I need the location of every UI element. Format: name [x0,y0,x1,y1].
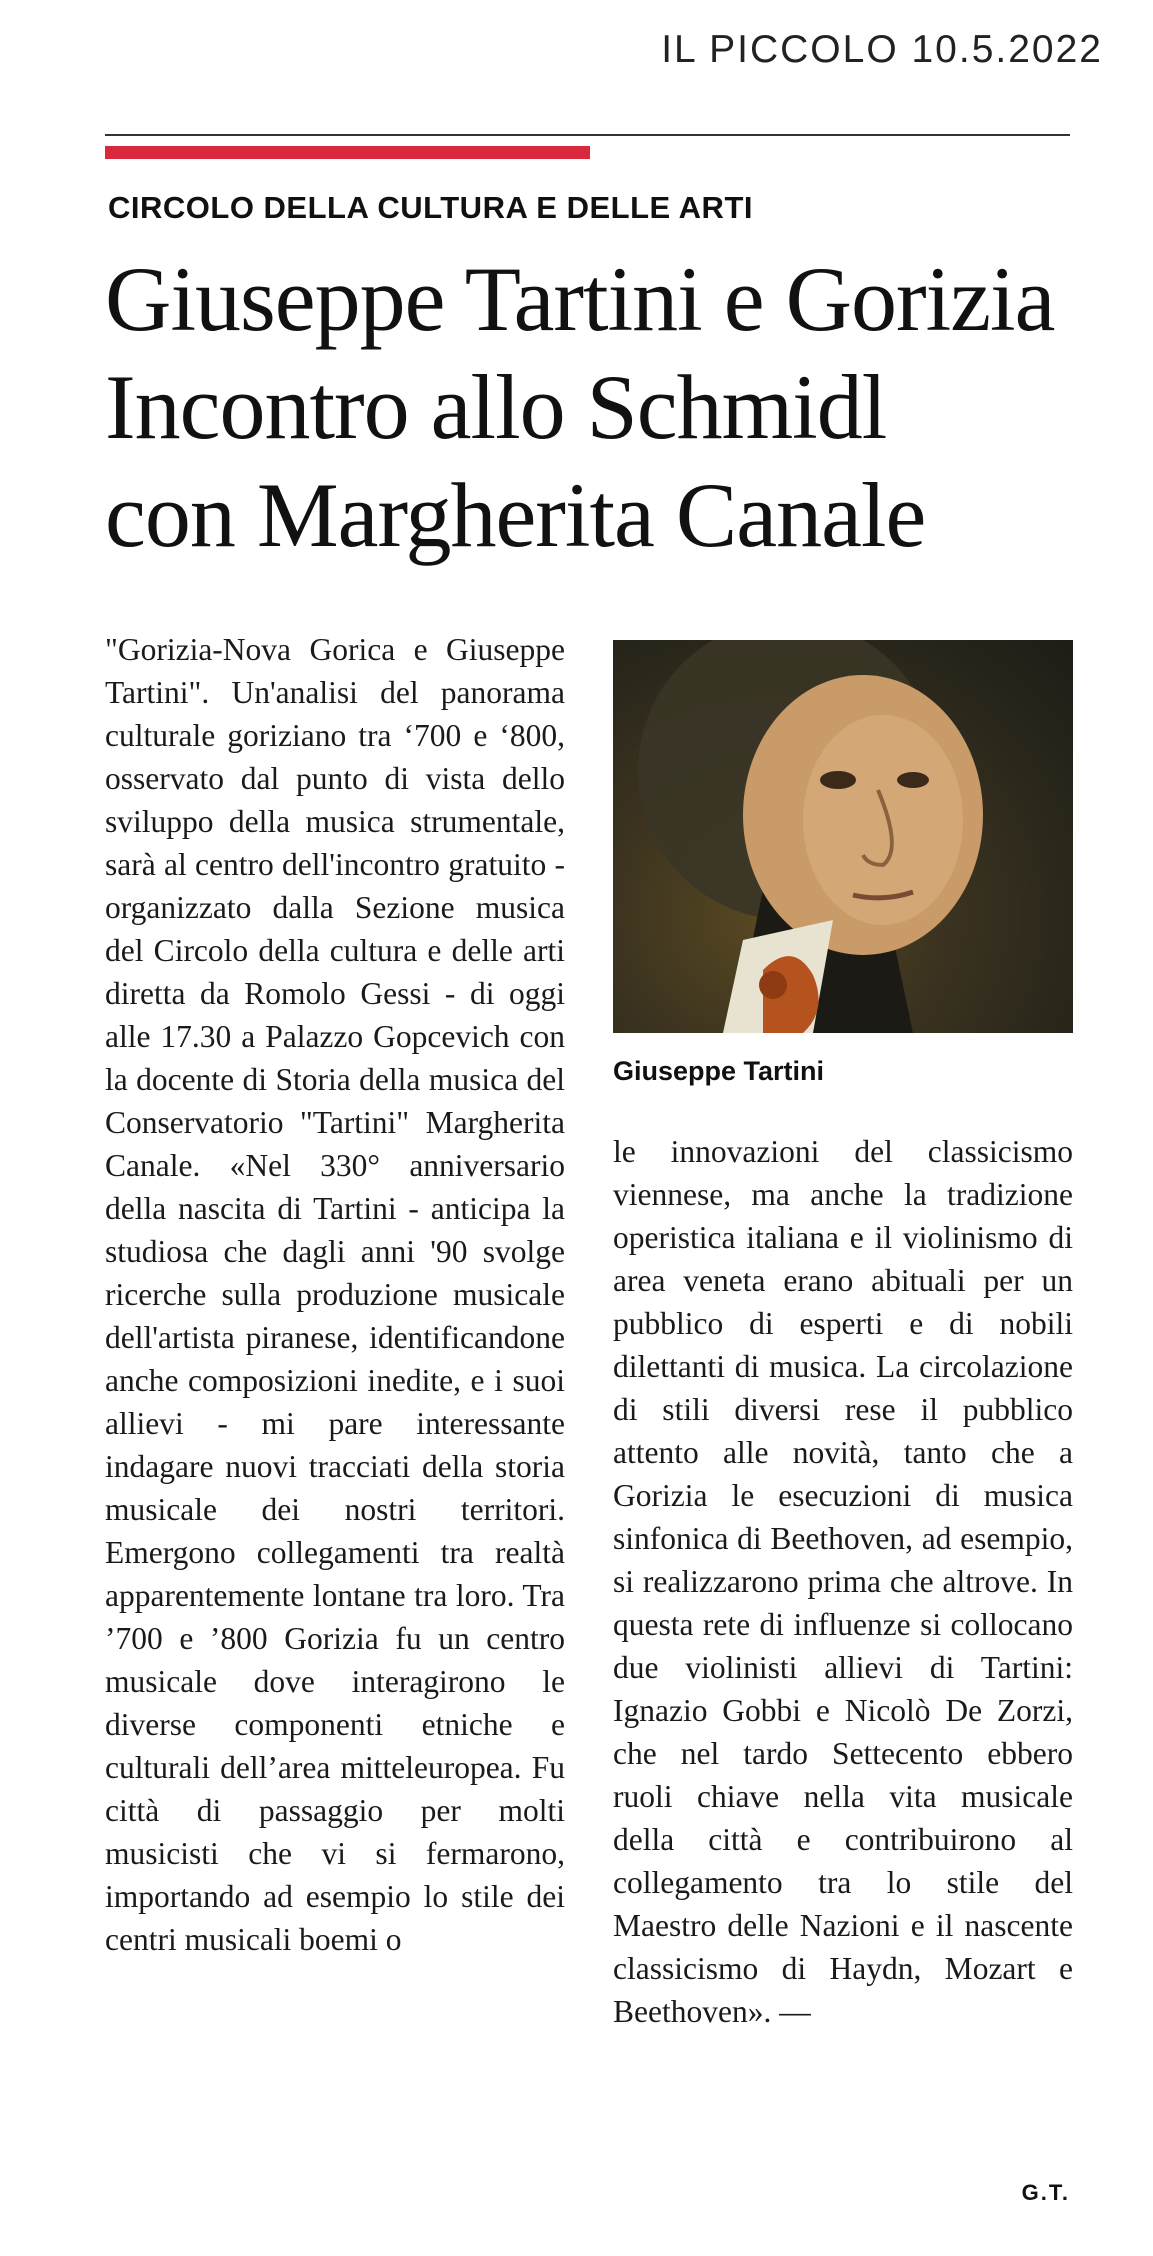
headline-line-1: Giuseppe Tartini e Gorizia [105,248,1055,350]
headline-line-3: con Margherita Canale [105,464,926,566]
author-initials: G.T. [1021,2180,1070,2205]
section-kicker: CIRCOLO DELLA CULTURA E DELLE ARTI [108,190,753,225]
headline [105,245,1095,569]
portrait-photo [613,640,1073,1033]
article-column-right: le innovazioni del classicismo viennese, ma anche la tradizione operistica italiana e il violinismo di area veneta erano abituali per un pubblico di esperti e di nobili dilettanti di musica. La circolazione di stili diversi rese il pubblico attento alle novità, tanto che a Gorizia le esecuzioni di musica sinfonica di Beethoven, ad esempio, si realizzarono prima che altrove. In questa rete di influenze si collocano due violinisti allievi di Tartini: Ignazio Gobbi e Nicolò De Zorzi, che nel tardo Settecento ebbero ruoli chiave nella vita musicale della città e contribuirono al collegamento tra lo stile del Maestro delle Nazioni e il nascente classicismo di Haydn, Mozart e Beethoven». — [613,1134,1073,2029]
article-column-left: "Gorizia-Nova Gorica e Giuseppe Tartini". Un'analisi del panorama culturale goriziano tra ‘700 e ‘800, osservato dal punto di vista dello sviluppo della musica strumentale, sarà al centro dell'incontro gratuito - organizzato dalla Sezione musica del Circolo della cultura e delle arti diretta da Romolo Gessi - di oggi alle 17.30 a Palazzo Gopcevich con la docente di Storia della musica del Conservatorio "Tartini" Margherita Canale. «Nel 330° anniversario della nascita di Tartini - anticipa la studiosa che dagli anni '90 svolge ricerche sulla produzione musicale dell'artista piranese, identificandone anche composizioni inedite, e i suoi allievi - mi pare interessante indagare nuovi tracciati della storia musicale dei nostri territori. Emergono collegamenti tra realtà apparentemente lontane tra loro. Tra ’700 e ’800 Gorizia fu un centro musicale dove interagirono le diverse componenti etniche e culturali dell’area mitteleuropea. Fu città di passaggio per molti musicisti che vi si fermarono, importando ad esempio lo stile dei centri musicali boemi o [105,632,565,1957]
photo-caption: Giuseppe Tartini [613,1056,825,1086]
headline-line-2: Incontro allo Schmidl [105,356,887,458]
accent-rule [105,146,590,159]
newspaper-masthead: IL PICCOLO 10.5.2022 [661,28,1103,71]
top-rule [105,134,1070,136]
